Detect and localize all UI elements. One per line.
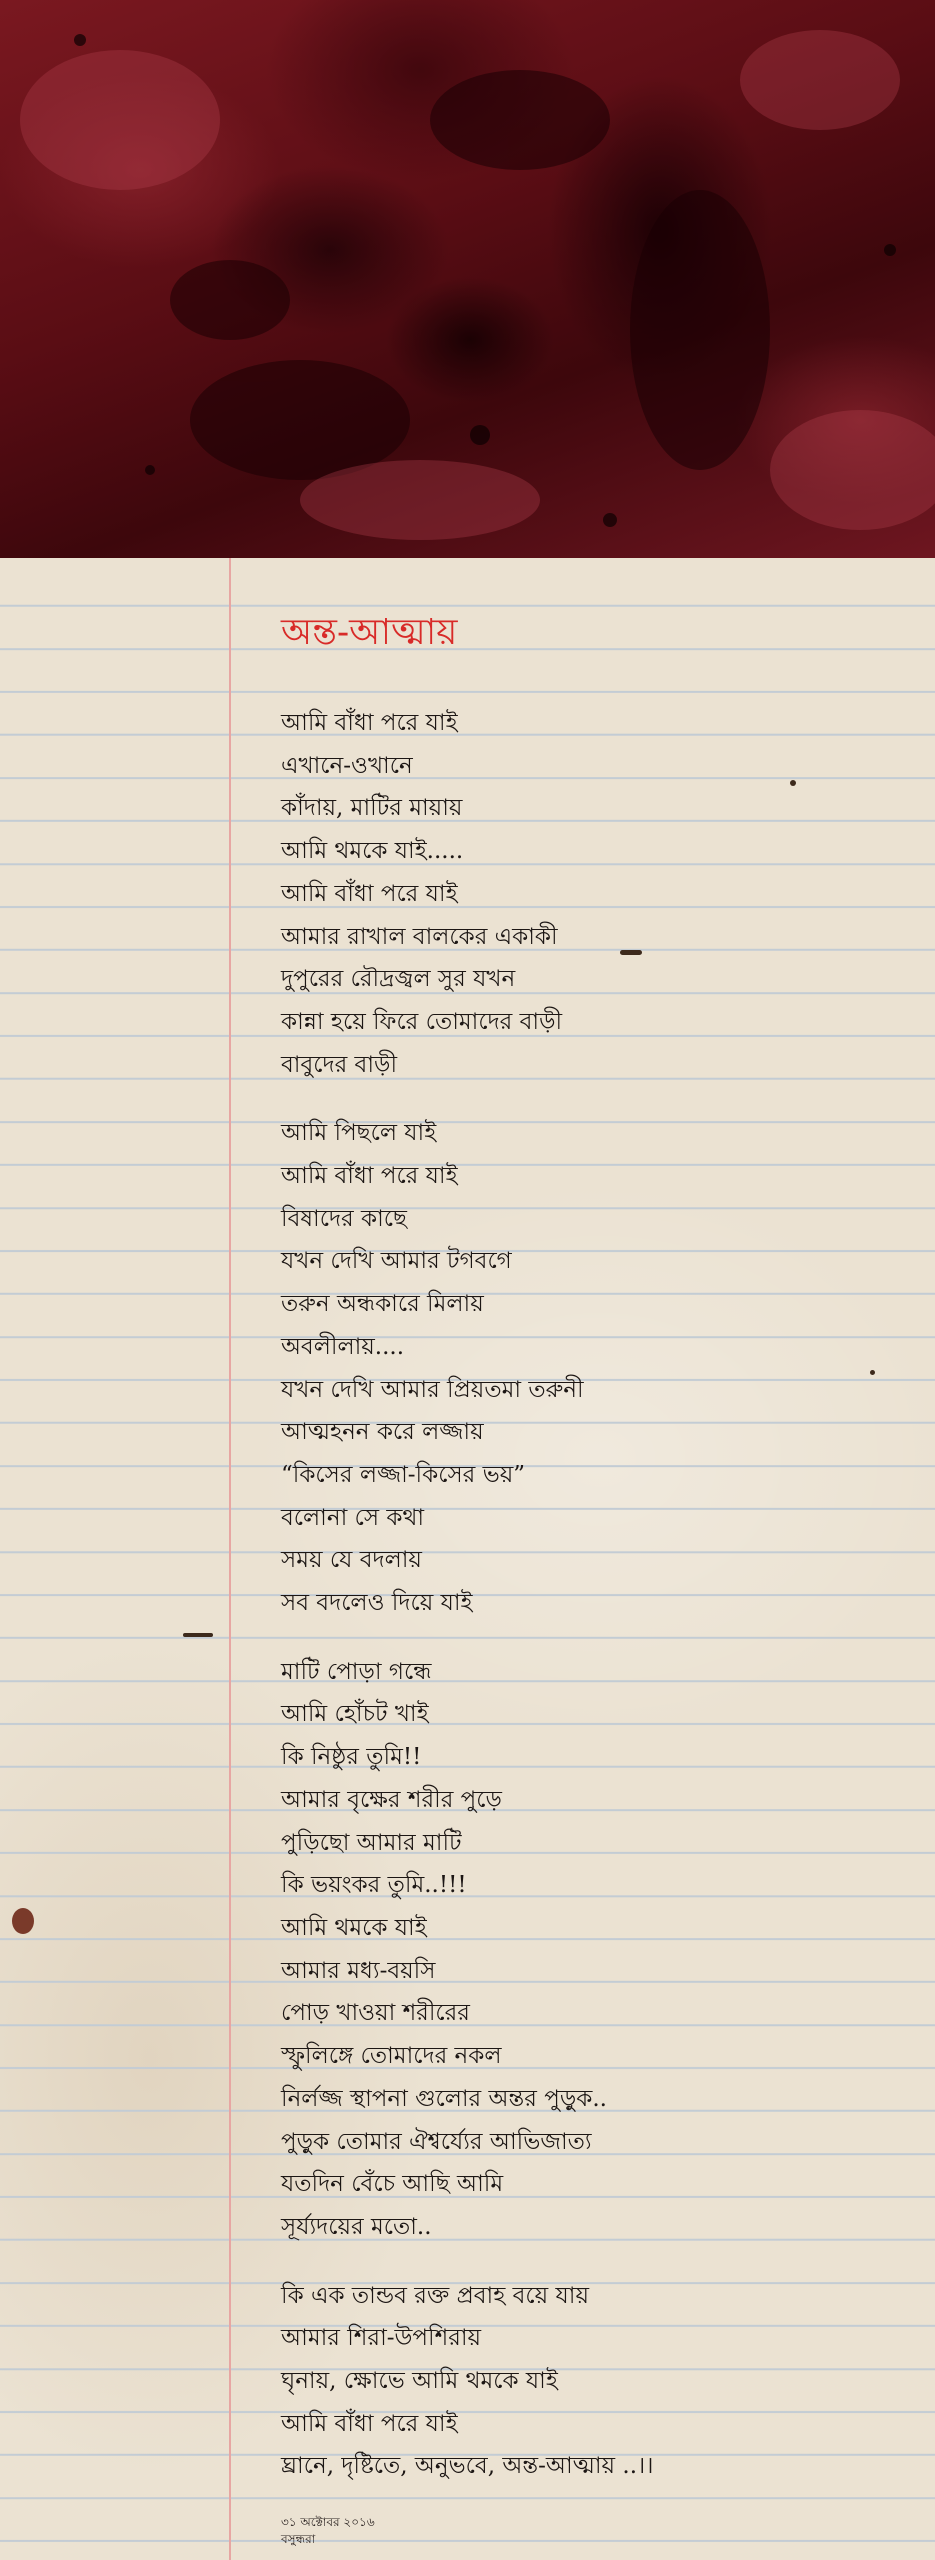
paper-speck — [183, 1633, 213, 1637]
poem-line: আমার বৃক্ষের শরীর পুড়ে — [281, 1786, 502, 1813]
poem-line: আমি পিছলে যাই — [281, 1120, 437, 1147]
stanza — [281, 1112, 921, 1624]
poem-line: আত্মহনন করে লজ্জায় — [281, 1419, 484, 1446]
poem-line: কাঁদায়, মাটির মায়ায় — [281, 795, 463, 822]
poem-line: এখানে-ওখানে — [281, 752, 413, 779]
poem-line: যখন দেখি আমার প্রিয়তমা তরুনী — [281, 1376, 584, 1403]
poem-line: পুড়িছো আমার মাটি — [281, 1829, 462, 1856]
poem-line: আমি বাঁধা পরে যাই — [281, 1163, 458, 1190]
poem-line: বলোনা সে কথা — [281, 1504, 425, 1531]
stanza — [281, 2275, 921, 2489]
poem-line: আমি বাঁধা পরে যাই — [281, 710, 458, 736]
stanza — [281, 702, 921, 1086]
poem-line: দুপুরের রৌদ্রজ্বল সুর যখন — [281, 966, 516, 993]
poem-line: মাটি পোড়া গন্ধে — [281, 1658, 432, 1685]
paper-stain — [12, 1908, 34, 1934]
poem-line: ঘৃনায়, ক্ষোভে আমি থমকে যাই — [281, 2368, 558, 2395]
poem-line: অবলীলায়.... — [281, 1333, 405, 1360]
grunge-texture — [0, 0, 935, 558]
poem-line: আমার শিরা-উপশিরায় — [281, 2325, 482, 2352]
poem-line: আমি বাঁধা পরে যাই — [281, 880, 458, 907]
poem-line: ঘ্রানে, দৃষ্টিতে, অনুভবে, অন্ত-আত্মায় ..।। — [281, 2453, 654, 2480]
poem-author: বসুন্ধরা — [281, 2532, 316, 2547]
poem-line: “কিসের লজ্জা-কিসের ভয়” — [281, 1461, 526, 1488]
poem-line: যতদিন বেঁচে আছি আমি — [281, 2171, 504, 2198]
poem-line: কি ভয়ংকর তুমি..!!! — [281, 1872, 467, 1899]
poem-line: কি নিষ্ঠুর তুমি!! — [281, 1744, 422, 1771]
poem-line: যখন দেখি আমার টগবগে — [281, 1248, 512, 1275]
poem-line: আমি থমকে যাই — [281, 1914, 427, 1941]
poem-title: অন্ত-আত্মায় — [281, 612, 458, 653]
margin-line — [229, 558, 231, 2560]
poem-line: কান্না হয়ে ফিরে তোমাদের বাড়ী — [281, 1008, 563, 1035]
poem-line: স্ফুলিঙ্গে তোমাদের নকল — [281, 2043, 502, 2070]
poem-line: বাবুদের বাড়ী — [281, 1051, 398, 1078]
poem-line: আমার রাখাল বালকের একাকী — [281, 923, 558, 950]
poem-line: আমার মধ্য-বয়সি — [281, 1957, 436, 1984]
poem-footer — [281, 2514, 921, 2548]
poem-line: আমি থমকে যাই..... — [281, 838, 464, 865]
poem-line: সময় যে বদলায় — [281, 1547, 422, 1574]
stanza — [281, 1651, 921, 2249]
poem-line: বিষাদের কাছে — [281, 1205, 407, 1232]
poem — [281, 600, 921, 2548]
poem-line: তরুন অন্ধকারে মিলায় — [281, 1291, 484, 1318]
poem-line: আমি হোঁচট খাই — [281, 1701, 429, 1728]
poem-line: নির্লজ্জ স্থাপনা গুলোর অন্তর পুড়ুক.. — [281, 2085, 607, 2112]
poem-line: কি এক তান্ডব রক্ত প্রবাহ বয়ে যায় — [281, 2282, 589, 2309]
poem-line: পোড় খাওয়া শরীরের — [281, 2000, 470, 2027]
poem-line: সূর্য্যদয়ের মতো.. — [281, 2213, 432, 2240]
poem-date: ৩১ অক্টোবর ২০১৬ — [281, 2515, 375, 2530]
poem-line: পুড়ুক তোমার ঐশ্বর্য্যের আভিজাত্য — [281, 2128, 592, 2155]
header-artwork — [0, 0, 935, 558]
poem-line: আমি বাঁধা পরে যাই — [281, 2410, 458, 2437]
poem-line: সব বদলেও দিয়ে যাই — [281, 1590, 473, 1617]
